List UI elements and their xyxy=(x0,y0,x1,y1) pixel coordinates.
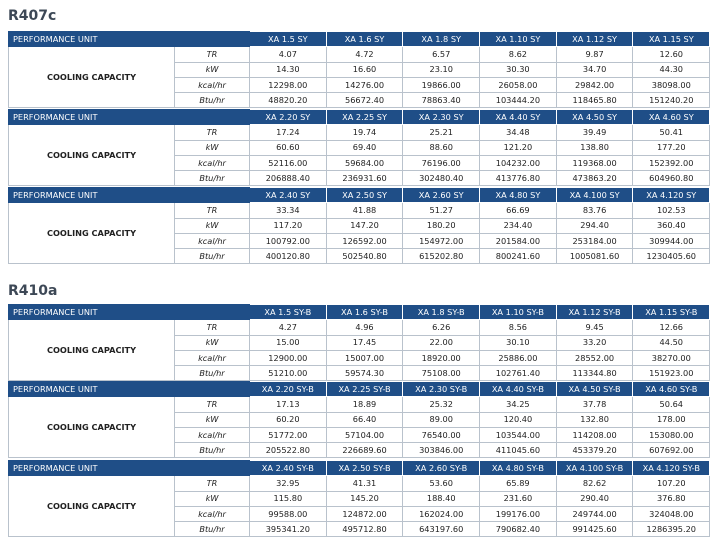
model-name: XA 4.100 SY xyxy=(556,188,633,203)
model-name: XA 1.12 SY xyxy=(556,32,633,47)
value-cell: 44.50 xyxy=(633,335,710,350)
value-cell: 1230405.60 xyxy=(633,249,710,264)
value-cell: 145.20 xyxy=(326,491,403,506)
value-cell: 52116.00 xyxy=(250,155,327,170)
value-cell: 121.20 xyxy=(480,140,557,155)
unit-label: kW xyxy=(175,218,250,233)
value-cell: 360.40 xyxy=(633,218,710,233)
value-cell: 76540.00 xyxy=(403,427,480,442)
value-cell: 82.62 xyxy=(556,476,633,491)
value-cell: 107.20 xyxy=(633,476,710,491)
model-name: XA 2.20 SY xyxy=(250,110,327,125)
model-name: XA 2.40 SY-B xyxy=(250,461,327,476)
performance-unit-label: PERFORMANCE UNIT xyxy=(9,32,250,47)
model-name: XA 2.40 SY xyxy=(250,188,327,203)
value-cell: 26058.00 xyxy=(480,77,557,92)
value-cell: 33.34 xyxy=(250,203,327,218)
value-cell: 38270.00 xyxy=(633,350,710,365)
value-cell: 66.69 xyxy=(480,203,557,218)
table-row xyxy=(9,125,710,140)
header-row xyxy=(9,110,710,125)
unit-label: kcal/hr xyxy=(175,155,250,170)
value-cell: 199176.00 xyxy=(480,506,557,521)
value-cell: 75108.00 xyxy=(403,366,480,381)
model-name: XA 4.50 SY xyxy=(556,110,633,125)
value-cell: 151923.00 xyxy=(633,366,710,381)
value-cell: 16.60 xyxy=(326,62,403,77)
value-cell: 103544.00 xyxy=(480,427,557,442)
value-cell: 453379.20 xyxy=(556,443,633,458)
r410a-performance-table-3 xyxy=(8,460,710,537)
model-name: XA 1.15 SY xyxy=(633,32,710,47)
header-row xyxy=(9,305,710,320)
value-cell: 28552.00 xyxy=(556,350,633,365)
r410a-performance-table-2 xyxy=(8,381,710,458)
unit-label: Btu/hr xyxy=(175,443,250,458)
value-cell: 495712.80 xyxy=(326,522,403,537)
value-cell: 48820.20 xyxy=(250,93,327,108)
unit-label: Btu/hr xyxy=(175,93,250,108)
header-row xyxy=(9,382,710,397)
r407c-performance-table-3 xyxy=(8,187,710,264)
unit-label: kcal/hr xyxy=(175,506,250,521)
model-name: XA 2.25 SY xyxy=(326,110,403,125)
unit-label: TR xyxy=(175,47,250,62)
value-cell: 8.56 xyxy=(480,320,557,335)
value-cell: 69.40 xyxy=(326,140,403,155)
value-cell: 253184.00 xyxy=(556,233,633,248)
value-cell: 22.00 xyxy=(403,335,480,350)
value-cell: 303846.00 xyxy=(403,443,480,458)
value-cell: 604960.80 xyxy=(633,171,710,186)
cooling-capacity-label: COOLING CAPACITY xyxy=(9,320,175,381)
value-cell: 12900.00 xyxy=(250,350,327,365)
cooling-capacity-label: COOLING CAPACITY xyxy=(9,203,175,264)
cooling-capacity-label: COOLING CAPACITY xyxy=(9,125,175,186)
value-cell: 102761.40 xyxy=(480,366,557,381)
value-cell: 1286395.20 xyxy=(633,522,710,537)
model-name: XA 4.120 SY-B xyxy=(633,461,710,476)
value-cell: 643197.60 xyxy=(403,522,480,537)
value-cell: 65.89 xyxy=(480,476,557,491)
model-name: XA 2.30 SY xyxy=(403,110,480,125)
value-cell: 607692.00 xyxy=(633,443,710,458)
model-name: XA 4.60 SY-B xyxy=(633,382,710,397)
value-cell: 395341.20 xyxy=(250,522,327,537)
value-cell: 502540.80 xyxy=(326,249,403,264)
value-cell: 290.40 xyxy=(556,491,633,506)
cooling-capacity-label: COOLING CAPACITY xyxy=(9,47,175,108)
value-cell: 100792.00 xyxy=(250,233,327,248)
value-cell: 19866.00 xyxy=(403,77,480,92)
value-cell: 324048.00 xyxy=(633,506,710,521)
value-cell: 180.20 xyxy=(403,218,480,233)
value-cell: 50.41 xyxy=(633,125,710,140)
model-name: XA 1.10 SY xyxy=(480,32,557,47)
model-name: XA 1.12 SY-B xyxy=(556,305,633,320)
value-cell: 50.64 xyxy=(633,397,710,412)
value-cell: 51.27 xyxy=(403,203,480,218)
value-cell: 34.48 xyxy=(480,125,557,140)
value-cell: 205522.80 xyxy=(250,443,327,458)
unit-label: TR xyxy=(175,397,250,412)
model-name: XA 4.40 SY-B xyxy=(480,382,557,397)
value-cell: 39.49 xyxy=(556,125,633,140)
value-cell: 18.89 xyxy=(326,397,403,412)
value-cell: 126592.00 xyxy=(326,233,403,248)
performance-unit-label: PERFORMANCE UNIT xyxy=(9,382,250,397)
table-row xyxy=(9,203,710,218)
model-name: XA 4.100 SY-B xyxy=(556,461,633,476)
performance-unit-label: PERFORMANCE UNIT xyxy=(9,461,250,476)
value-cell: 17.13 xyxy=(250,397,327,412)
value-cell: 309944.00 xyxy=(633,233,710,248)
value-cell: 178.00 xyxy=(633,412,710,427)
value-cell: 103444.20 xyxy=(480,93,557,108)
value-cell: 12298.00 xyxy=(250,77,327,92)
value-cell: 231.60 xyxy=(480,491,557,506)
model-name: XA 1.6 SY-B xyxy=(326,305,403,320)
value-cell: 473863.20 xyxy=(556,171,633,186)
value-cell: 151240.20 xyxy=(633,93,710,108)
unit-label: kcal/hr xyxy=(175,350,250,365)
value-cell: 41.31 xyxy=(326,476,403,491)
value-cell: 17.24 xyxy=(250,125,327,140)
value-cell: 38098.00 xyxy=(633,77,710,92)
value-cell: 78863.40 xyxy=(403,93,480,108)
unit-label: kW xyxy=(175,62,250,77)
value-cell: 60.60 xyxy=(250,140,327,155)
value-cell: 25.21 xyxy=(403,125,480,140)
r407c-performance-table-2 xyxy=(8,109,710,186)
model-name: XA 2.25 SY-B xyxy=(326,382,403,397)
value-cell: 376.80 xyxy=(633,491,710,506)
value-cell: 411045.60 xyxy=(480,443,557,458)
model-name: XA 1.8 SY xyxy=(403,32,480,47)
value-cell: 206888.40 xyxy=(250,171,327,186)
unit-label: Btu/hr xyxy=(175,249,250,264)
unit-label: kcal/hr xyxy=(175,427,250,442)
value-cell: 6.26 xyxy=(403,320,480,335)
value-cell: 37.78 xyxy=(556,397,633,412)
value-cell: 60.20 xyxy=(250,412,327,427)
performance-unit-label: PERFORMANCE UNIT xyxy=(9,188,250,203)
value-cell: 154972.00 xyxy=(403,233,480,248)
value-cell: 66.40 xyxy=(326,412,403,427)
value-cell: 25886.00 xyxy=(480,350,557,365)
value-cell: 234.40 xyxy=(480,218,557,233)
model-name: XA 4.60 SY xyxy=(633,110,710,125)
model-name: XA 4.80 SY-B xyxy=(480,461,557,476)
value-cell: 800241.60 xyxy=(480,249,557,264)
value-cell: 790682.40 xyxy=(480,522,557,537)
value-cell: 162024.00 xyxy=(403,506,480,521)
model-name: XA 4.120 SY xyxy=(633,188,710,203)
model-name: XA 1.6 SY xyxy=(326,32,403,47)
r407c-title: R407c xyxy=(8,8,57,24)
value-cell: 226689.60 xyxy=(326,443,403,458)
model-name: XA 4.50 SY-B xyxy=(556,382,633,397)
performance-unit-label: PERFORMANCE UNIT xyxy=(9,110,250,125)
model-name: XA 1.15 SY-B xyxy=(633,305,710,320)
value-cell: 17.45 xyxy=(326,335,403,350)
unit-label: TR xyxy=(175,476,250,491)
value-cell: 249744.00 xyxy=(556,506,633,521)
value-cell: 6.57 xyxy=(403,47,480,62)
value-cell: 59684.00 xyxy=(326,155,403,170)
unit-label: TR xyxy=(175,125,250,140)
value-cell: 4.72 xyxy=(326,47,403,62)
value-cell: 51210.00 xyxy=(250,366,327,381)
value-cell: 99588.00 xyxy=(250,506,327,521)
value-cell: 188.40 xyxy=(403,491,480,506)
value-cell: 400120.80 xyxy=(250,249,327,264)
value-cell: 115.80 xyxy=(250,491,327,506)
r407c-performance-table-1 xyxy=(8,31,710,108)
value-cell: 153080.00 xyxy=(633,427,710,442)
value-cell: 117.20 xyxy=(250,218,327,233)
cooling-capacity-label: COOLING CAPACITY xyxy=(9,476,175,537)
value-cell: 1005081.60 xyxy=(556,249,633,264)
unit-label: kcal/hr xyxy=(175,233,250,248)
value-cell: 4.07 xyxy=(250,47,327,62)
value-cell: 177.20 xyxy=(633,140,710,155)
value-cell: 30.10 xyxy=(480,335,557,350)
model-name: XA 1.10 SY-B xyxy=(480,305,557,320)
value-cell: 8.62 xyxy=(480,47,557,62)
value-cell: 25.32 xyxy=(403,397,480,412)
value-cell: 19.74 xyxy=(326,125,403,140)
model-name: XA 4.40 SY xyxy=(480,110,557,125)
unit-label: kW xyxy=(175,140,250,155)
value-cell: 30.30 xyxy=(480,62,557,77)
value-cell: 12.66 xyxy=(633,320,710,335)
unit-label: TR xyxy=(175,203,250,218)
table-row xyxy=(9,397,710,412)
header-row xyxy=(9,32,710,47)
model-name: XA 2.60 SY-B xyxy=(403,461,480,476)
value-cell: 56672.40 xyxy=(326,93,403,108)
value-cell: 113344.80 xyxy=(556,366,633,381)
value-cell: 119368.00 xyxy=(556,155,633,170)
value-cell: 201584.00 xyxy=(480,233,557,248)
value-cell: 53.60 xyxy=(403,476,480,491)
value-cell: 413776.80 xyxy=(480,171,557,186)
value-cell: 4.27 xyxy=(250,320,327,335)
value-cell: 124872.00 xyxy=(326,506,403,521)
value-cell: 83.76 xyxy=(556,203,633,218)
model-name: XA 2.50 SY-B xyxy=(326,461,403,476)
performance-unit-label: PERFORMANCE UNIT xyxy=(9,305,250,320)
value-cell: 88.60 xyxy=(403,140,480,155)
header-row xyxy=(9,461,710,476)
model-name: XA 1.5 SY xyxy=(250,32,327,47)
table-row xyxy=(9,320,710,335)
value-cell: 44.30 xyxy=(633,62,710,77)
unit-label: kcal/hr xyxy=(175,77,250,92)
unit-label: kW xyxy=(175,412,250,427)
value-cell: 57104.00 xyxy=(326,427,403,442)
value-cell: 59574.30 xyxy=(326,366,403,381)
value-cell: 41.88 xyxy=(326,203,403,218)
value-cell: 114208.00 xyxy=(556,427,633,442)
value-cell: 302480.40 xyxy=(403,171,480,186)
value-cell: 4.96 xyxy=(326,320,403,335)
table-row xyxy=(9,47,710,62)
value-cell: 34.70 xyxy=(556,62,633,77)
value-cell: 14276.00 xyxy=(326,77,403,92)
model-name: XA 2.20 SY-B xyxy=(250,382,327,397)
unit-label: Btu/hr xyxy=(175,171,250,186)
value-cell: 23.10 xyxy=(403,62,480,77)
value-cell: 118465.80 xyxy=(556,93,633,108)
model-name: XA 2.50 SY xyxy=(326,188,403,203)
model-name: XA 2.60 SY xyxy=(403,188,480,203)
header-row xyxy=(9,188,710,203)
value-cell: 12.60 xyxy=(633,47,710,62)
value-cell: 9.87 xyxy=(556,47,633,62)
value-cell: 138.80 xyxy=(556,140,633,155)
model-name: XA 4.80 SY xyxy=(480,188,557,203)
value-cell: 76196.00 xyxy=(403,155,480,170)
value-cell: 34.25 xyxy=(480,397,557,412)
model-name: XA 1.8 SY-B xyxy=(403,305,480,320)
value-cell: 120.40 xyxy=(480,412,557,427)
unit-label: Btu/hr xyxy=(175,522,250,537)
unit-label: TR xyxy=(175,320,250,335)
model-name: XA 1.5 SY-B xyxy=(250,305,327,320)
unit-label: kW xyxy=(175,491,250,506)
value-cell: 29842.00 xyxy=(556,77,633,92)
value-cell: 9.45 xyxy=(556,320,633,335)
value-cell: 15.00 xyxy=(250,335,327,350)
value-cell: 32.95 xyxy=(250,476,327,491)
value-cell: 147.20 xyxy=(326,218,403,233)
model-name: XA 2.30 SY-B xyxy=(403,382,480,397)
value-cell: 294.40 xyxy=(556,218,633,233)
unit-label: kW xyxy=(175,335,250,350)
unit-label: Btu/hr xyxy=(175,366,250,381)
value-cell: 14.30 xyxy=(250,62,327,77)
value-cell: 104232.00 xyxy=(480,155,557,170)
value-cell: 102.53 xyxy=(633,203,710,218)
value-cell: 51772.00 xyxy=(250,427,327,442)
value-cell: 236931.60 xyxy=(326,171,403,186)
value-cell: 18920.00 xyxy=(403,350,480,365)
r410a-performance-table-1 xyxy=(8,304,710,381)
table-row xyxy=(9,476,710,491)
value-cell: 991425.60 xyxy=(556,522,633,537)
r410a-title: R410a xyxy=(8,283,58,299)
value-cell: 152392.00 xyxy=(633,155,710,170)
value-cell: 89.00 xyxy=(403,412,480,427)
value-cell: 33.20 xyxy=(556,335,633,350)
value-cell: 15007.00 xyxy=(326,350,403,365)
value-cell: 132.80 xyxy=(556,412,633,427)
value-cell: 615202.80 xyxy=(403,249,480,264)
cooling-capacity-label: COOLING CAPACITY xyxy=(9,397,175,458)
